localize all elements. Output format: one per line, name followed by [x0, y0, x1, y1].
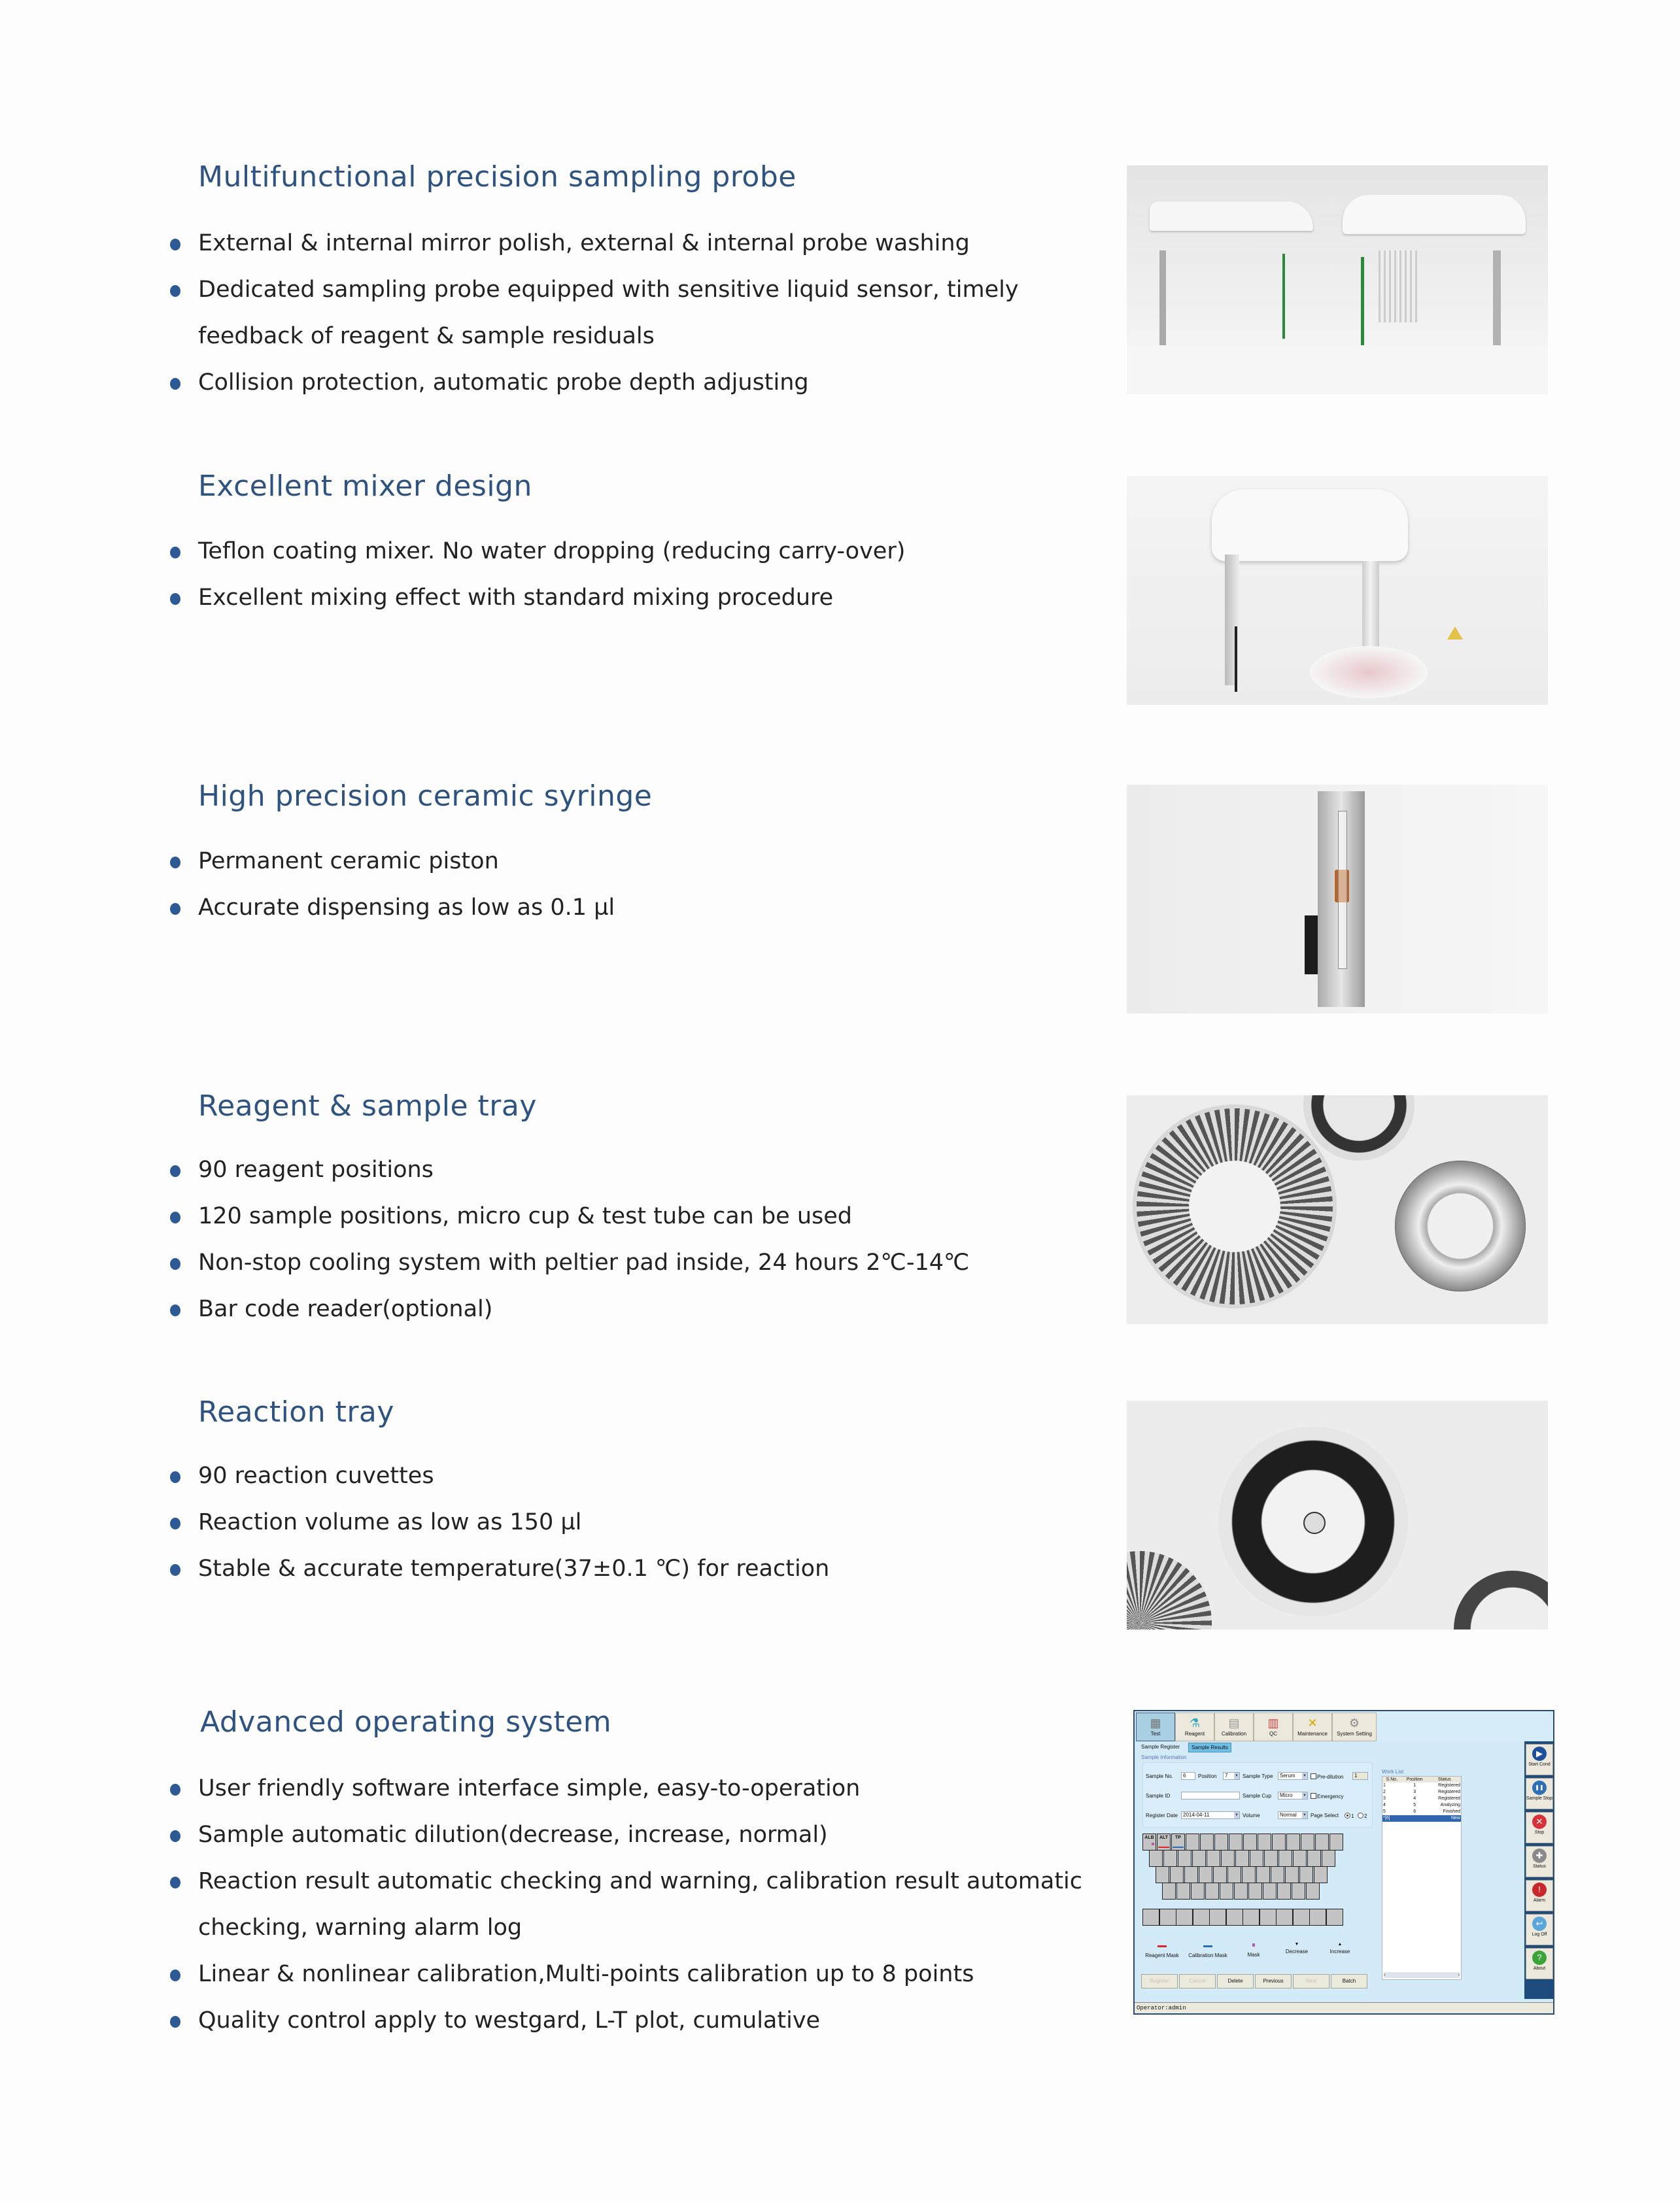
pause-icon: ❚❚	[1532, 1781, 1547, 1795]
section-title: Multifunctional precision sampling probe	[198, 160, 797, 194]
triangle-up-icon: ▲	[1337, 1942, 1343, 1947]
test-key[interactable]	[1315, 1834, 1329, 1851]
test-key[interactable]	[1278, 1850, 1292, 1867]
play-icon: ▶	[1532, 1747, 1547, 1761]
test-key[interactable]	[1272, 1834, 1286, 1851]
test-key[interactable]	[1227, 1866, 1241, 1883]
test-key[interactable]: TP	[1171, 1834, 1185, 1851]
test-key[interactable]: ALT	[1157, 1834, 1171, 1851]
table-row[interactable]	[1382, 1809, 1461, 1815]
bullet-dot-icon	[170, 1830, 180, 1842]
list-item: 90 reaction cuvettes	[170, 1453, 829, 1499]
test-key[interactable]	[1176, 1883, 1190, 1900]
sample-no-label: Sample No.	[1146, 1773, 1173, 1779]
test-key[interactable]	[1329, 1834, 1343, 1851]
sample-id-label: Sample ID	[1146, 1793, 1171, 1799]
list-item: 90 reagent positions	[170, 1147, 969, 1193]
table-cell: New	[1428, 1815, 1461, 1822]
test-key[interactable]	[1293, 1850, 1307, 1867]
bullet-list	[170, 1453, 829, 1592]
mask-marker	[1152, 1843, 1154, 1845]
start-cond-button[interactable]	[1526, 1744, 1553, 1775]
table-cell: 1	[1383, 1783, 1386, 1788]
sample-cup-select[interactable]: Micro ▼	[1278, 1792, 1308, 1800]
legend-reagent-mask: Reagent Mask	[1140, 1945, 1184, 1958]
table-cell	[1401, 1815, 1428, 1822]
bullet-dot-icon	[170, 1305, 180, 1316]
bullet-dot-icon	[170, 1258, 180, 1270]
section-title: Excellent mixer design	[198, 469, 532, 503]
bullet-dot-icon	[170, 378, 180, 390]
section-title: Reaction tray	[198, 1395, 394, 1429]
cancel-button[interactable]: Cancel	[1179, 1974, 1216, 1988]
bullet-dot-icon	[170, 1471, 180, 1483]
position-label: Position	[1198, 1773, 1217, 1779]
side-button-label: Stop	[1534, 1830, 1545, 1835]
list-item: Excellent mixing effect with standard mixing procedure	[170, 575, 905, 621]
test-key[interactable]	[1176, 1909, 1193, 1926]
list-item: Stable & accurate temperature(37±0.1 ℃) for reaction	[170, 1546, 829, 1592]
table-cell: 4	[1413, 1796, 1416, 1801]
batch-button[interactable]: Batch	[1331, 1974, 1367, 1988]
triangle-down-icon: ▼	[1294, 1942, 1299, 1947]
table-cell: Analyzing	[1440, 1803, 1460, 1807]
test-key[interactable]	[1263, 1883, 1277, 1900]
ceramic-syringe-photo	[1127, 785, 1548, 1014]
sample-type-label: Sample Type	[1243, 1773, 1273, 1779]
bullet-dot-icon	[170, 1784, 180, 1796]
bullet-dot-icon	[170, 1877, 180, 1888]
chevron-down-icon: ▼	[1235, 1774, 1239, 1778]
test-key[interactable]	[1142, 1909, 1159, 1926]
section-title: High precision ceramic syringe	[198, 779, 653, 813]
table-cell: 4	[1383, 1803, 1386, 1807]
prediluton-input[interactable]: 1	[1352, 1772, 1368, 1780]
flask-icon: ⚗	[1189, 1716, 1201, 1730]
test-key[interactable]	[1186, 1834, 1199, 1851]
list-item: Reaction result automatic checking and warning, calibration result automatic checking, warning alarm log	[170, 1858, 1101, 1951]
help-icon: ?	[1532, 1951, 1547, 1965]
tab-sample-results[interactable]: Sample Results	[1188, 1743, 1231, 1752]
test-key[interactable]	[1243, 1909, 1260, 1926]
chevron-down-icon: ▼	[1303, 1774, 1307, 1778]
bullet-dot-icon	[170, 903, 180, 915]
test-key[interactable]	[1207, 1850, 1220, 1867]
column-header[interactable]: Position	[1401, 1777, 1428, 1783]
test-key[interactable]	[1184, 1866, 1198, 1883]
first-aid-icon: ✚	[1532, 1849, 1547, 1863]
test-key[interactable]	[1191, 1883, 1205, 1900]
bullet-dot-icon	[170, 1564, 180, 1576]
stop-x-icon: ✕	[1532, 1815, 1547, 1829]
toolbar-qc[interactable]: ▥ QC	[1254, 1713, 1293, 1741]
test-key[interactable]	[1277, 1883, 1291, 1900]
register-date-label: Register Date	[1146, 1813, 1178, 1818]
table-cell: *[6]	[1382, 1815, 1401, 1822]
alarm-button[interactable]	[1526, 1880, 1553, 1911]
sampling-probe-photo	[1127, 165, 1548, 394]
section-title: Reagent & sample tray	[198, 1089, 537, 1123]
prediluton-checkbox[interactable]: Pre-dilution	[1311, 1773, 1343, 1781]
test-key[interactable]	[1286, 1834, 1300, 1851]
table-cell: 2	[1383, 1790, 1386, 1794]
toolbar-test[interactable]: ▦ Test	[1136, 1713, 1175, 1741]
toolbar-maintenance[interactable]: ✕ Maintenance	[1293, 1713, 1332, 1741]
table-row[interactable]	[1382, 1783, 1461, 1789]
table-row[interactable]	[1382, 1815, 1461, 1822]
horizontal-scrollbar[interactable]: ‹ ›	[1384, 1973, 1460, 1977]
sample-id-input[interactable]	[1181, 1792, 1240, 1800]
table-cell: 5	[1413, 1803, 1416, 1807]
legend-calibration-mask: Calibration Mask	[1186, 1945, 1230, 1958]
list-item: Quality control apply to westgard, L-T plot, cumulative	[170, 1998, 1101, 2044]
bullet-dot-icon	[170, 1518, 180, 1529]
side-action-bar	[1524, 1741, 1553, 1999]
work-list	[1382, 1776, 1462, 1980]
bullet-list	[170, 528, 905, 621]
side-button-label: Sample Stop	[1526, 1796, 1553, 1801]
gear-icon: ⚙	[1348, 1716, 1360, 1730]
next-button[interactable]: Next	[1293, 1974, 1329, 1988]
test-key[interactable]	[1307, 1850, 1321, 1867]
column-header[interactable]: S.No.	[1382, 1777, 1401, 1783]
bullet-dot-icon	[170, 1970, 180, 1981]
test-key[interactable]	[1322, 1850, 1335, 1867]
legend-increase: ▲ Increase	[1318, 1941, 1362, 1954]
test-key[interactable]	[1209, 1909, 1226, 1926]
emergency-checkbox[interactable]: Emergency	[1311, 1793, 1343, 1800]
test-key[interactable]	[1214, 1834, 1228, 1851]
test-key[interactable]	[1149, 1850, 1163, 1867]
bullet-dot-icon	[170, 857, 180, 868]
test-key[interactable]	[1326, 1909, 1343, 1926]
test-key[interactable]	[1258, 1834, 1271, 1851]
test-key[interactable]	[1271, 1866, 1284, 1883]
test-key[interactable]	[1159, 1909, 1176, 1926]
test-key[interactable]	[1213, 1866, 1227, 1883]
page-radio-2[interactable]: 2	[1358, 1813, 1367, 1820]
side-button-label: Log Off	[1532, 1932, 1547, 1937]
table-row[interactable]	[1382, 1802, 1461, 1809]
test-key[interactable]	[1200, 1834, 1214, 1851]
work-list-table	[1382, 1777, 1461, 1822]
column-header[interactable]: Status	[1428, 1777, 1461, 1783]
bullet-dot-icon	[170, 285, 180, 297]
test-key[interactable]	[1285, 1866, 1299, 1883]
calibration-icon: ▤	[1228, 1716, 1240, 1730]
chevron-down-icon: ▼	[1235, 1813, 1239, 1817]
test-key[interactable]	[1243, 1834, 1257, 1851]
test-key[interactable]	[1205, 1883, 1219, 1900]
test-key[interactable]	[1293, 1909, 1310, 1926]
reaction-tray-photo	[1127, 1401, 1548, 1629]
test-key[interactable]	[1199, 1866, 1212, 1883]
bullet-dot-icon	[170, 547, 180, 558]
table-cell: Finished	[1443, 1809, 1460, 1814]
stop-button[interactable]	[1526, 1812, 1553, 1843]
list-item: External & internal mirror polish, external & internal probe washing	[170, 220, 1101, 267]
test-key[interactable]	[1193, 1909, 1210, 1926]
table-cell: 5	[1383, 1809, 1386, 1814]
section-title: Advanced operating system	[200, 1705, 612, 1739]
side-button-label: Status	[1533, 1864, 1546, 1869]
status-button[interactable]	[1526, 1846, 1553, 1877]
test-key[interactable]	[1299, 1866, 1313, 1883]
test-key[interactable]	[1260, 1909, 1277, 1926]
calibration-mask-marker	[1173, 1847, 1184, 1848]
table-cell: 3	[1413, 1790, 1416, 1794]
test-key[interactable]	[1314, 1866, 1328, 1883]
bullet-list	[170, 838, 615, 931]
test-key[interactable]	[1163, 1850, 1177, 1867]
qc-chart-icon: ▥	[1267, 1716, 1279, 1730]
test-key[interactable]	[1234, 1883, 1248, 1900]
list-item: Reaction volume as low as 150 µl	[170, 1499, 829, 1546]
legend-decrease: ▼ Decrease	[1275, 1941, 1319, 1954]
status-bar	[1135, 2002, 1553, 2013]
test-rack-icon: ▦	[1150, 1716, 1161, 1730]
chevron-down-icon: ▼	[1303, 1813, 1307, 1817]
list-item: Linear & nonlinear calibration,Multi-points calibration up to 8 points	[170, 1951, 1101, 1998]
bullet-dot-icon	[170, 593, 180, 605]
test-key[interactable]	[1301, 1834, 1314, 1851]
side-button-label: About	[1533, 1966, 1546, 1971]
warning-icon: !	[1532, 1883, 1547, 1897]
list-item: Collision protection, automatic probe depth adjusting	[170, 360, 1101, 406]
table-cell: 6	[1413, 1809, 1416, 1814]
test-key[interactable]	[1192, 1850, 1206, 1867]
tab-sample-register[interactable]: Sample Register	[1141, 1744, 1180, 1750]
sample-info-title: Sample Information	[1141, 1754, 1187, 1760]
volume-label: Volume	[1243, 1813, 1260, 1818]
table-cell: 1	[1413, 1783, 1416, 1788]
toolbar	[1135, 1711, 1553, 1741]
side-button-label: Alarm	[1533, 1898, 1546, 1903]
log-off-icon: ↩	[1532, 1917, 1547, 1931]
test-key[interactable]	[1226, 1909, 1243, 1926]
toolbar-calibration[interactable]: ▤ Calibration	[1214, 1713, 1254, 1741]
table-cell: 3	[1383, 1796, 1386, 1801]
test-key[interactable]	[1306, 1883, 1320, 1900]
bullet-dot-icon	[170, 1165, 180, 1177]
reagent-mask-marker	[1158, 1847, 1169, 1848]
table-cell: Registered	[1438, 1783, 1460, 1788]
tools-icon: ✕	[1307, 1716, 1318, 1730]
table-row[interactable]	[1382, 1796, 1461, 1802]
test-key[interactable]	[1235, 1850, 1249, 1867]
table-cell: Registered	[1438, 1796, 1460, 1801]
list-item: Teflon coating mixer. No water dropping (reducing carry-over)	[170, 528, 905, 575]
test-key[interactable]	[1156, 1866, 1169, 1883]
test-key[interactable]	[1162, 1883, 1176, 1900]
page-radio-1[interactable]: 1	[1345, 1813, 1354, 1820]
test-key[interactable]	[1256, 1866, 1270, 1883]
volume-select[interactable]: Normal ▼	[1278, 1811, 1308, 1819]
bullet-list	[170, 1766, 1101, 2044]
list-item: Permanent ceramic piston	[170, 838, 615, 885]
log-off-button[interactable]	[1526, 1914, 1553, 1945]
register-date-picker[interactable]: 2014-04-11 ▼	[1181, 1811, 1240, 1819]
bullet-dot-icon	[170, 1212, 180, 1223]
test-key[interactable]: ALB	[1142, 1834, 1156, 1851]
about-button[interactable]	[1526, 1948, 1553, 1979]
test-key[interactable]	[1248, 1883, 1262, 1900]
operator-status: Operator:admin	[1137, 2005, 1186, 2011]
legend-mask: Mask	[1231, 1943, 1276, 1958]
test-key[interactable]	[1276, 1909, 1293, 1926]
toolbar-reagent[interactable]: ⚗ Reagent	[1175, 1713, 1214, 1741]
list-item: Dedicated sampling probe equipped with sensitive liquid sensor, timely feedback of reagent & sample residuals	[170, 267, 1101, 360]
test-key[interactable]	[1250, 1850, 1263, 1867]
test-key[interactable]	[1229, 1834, 1243, 1851]
test-key[interactable]	[1264, 1850, 1278, 1867]
chevron-down-icon: ▼	[1303, 1794, 1307, 1798]
sample-info-group	[1142, 1762, 1373, 1828]
table-row[interactable]	[1382, 1789, 1461, 1796]
test-key[interactable]	[1221, 1850, 1235, 1867]
sample-stop-button[interactable]	[1526, 1778, 1553, 1809]
bullet-list	[170, 220, 1101, 406]
list-item: Non-stop cooling system with peltier pad inside, 24 hours 2℃-14℃	[170, 1240, 969, 1286]
delete-button[interactable]: Delete	[1217, 1974, 1254, 1988]
bullet-dot-icon	[170, 239, 180, 250]
test-key[interactable]	[1309, 1909, 1326, 1926]
test-key[interactable]	[1220, 1883, 1233, 1900]
test-key[interactable]	[1178, 1850, 1191, 1867]
bullet-list	[170, 1147, 969, 1333]
bullet-dot-icon	[170, 2016, 180, 2028]
sample-cup-label: Sample Cup	[1243, 1793, 1272, 1799]
list-item: 120 sample positions, micro cup & test tube can be used	[170, 1193, 969, 1240]
sample-type-select[interactable]: Serum ▼	[1278, 1772, 1308, 1780]
sample-no-input[interactable]: 6	[1181, 1772, 1195, 1780]
main-panel	[1140, 1752, 1522, 1995]
test-key[interactable]	[1242, 1866, 1256, 1883]
position-select[interactable]: 7 ▼	[1223, 1772, 1240, 1780]
page-select-label: Page Select	[1311, 1813, 1339, 1818]
list-item: Sample automatic dilution(decrease, increase, normal)	[170, 1812, 1101, 1858]
reagent-sample-tray-photo	[1127, 1095, 1548, 1324]
register-button[interactable]: Register	[1141, 1974, 1178, 1988]
software-screenshot	[1133, 1710, 1554, 2015]
side-button-label: Start Cond	[1528, 1762, 1551, 1767]
work-list-title: Work List	[1382, 1769, 1404, 1775]
toolbar-system-setting[interactable]: ⚙ System Setting	[1332, 1713, 1377, 1741]
mixer-photo	[1127, 476, 1548, 705]
list-item: Bar code reader(optional)	[170, 1286, 969, 1333]
table-cell: Registered	[1438, 1790, 1460, 1794]
test-key[interactable]	[1292, 1883, 1305, 1900]
previous-button[interactable]: Previous	[1255, 1974, 1292, 1988]
test-key[interactable]	[1170, 1866, 1184, 1883]
list-item: Accurate dispensing as low as 0.1 µl	[170, 885, 615, 931]
list-item: User friendly software interface simple, easy-to-operation	[170, 1766, 1101, 1812]
